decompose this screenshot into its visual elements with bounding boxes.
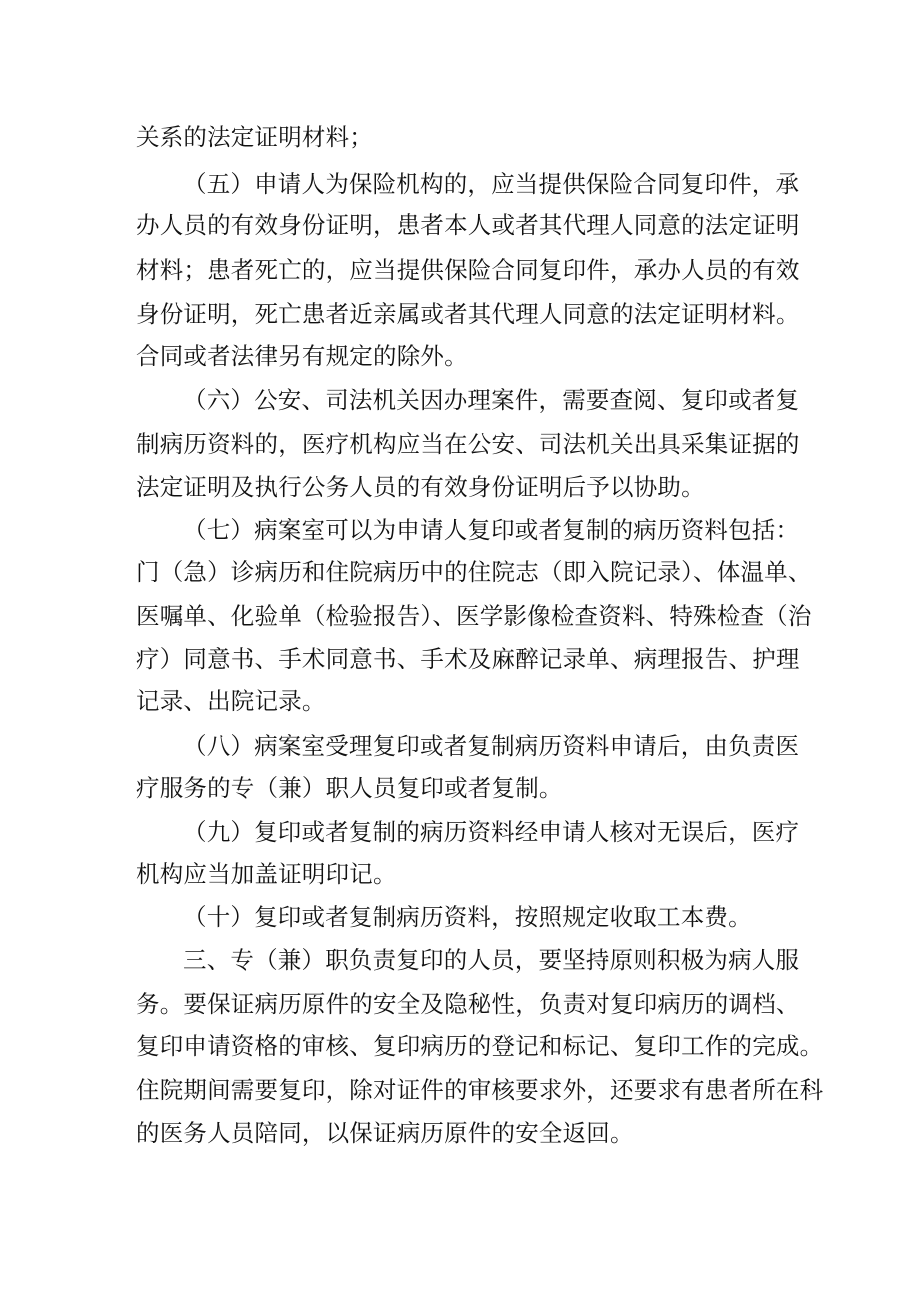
text-line: 的医务人员陪同，以保证病历原件的安全返回。 xyxy=(136,1119,634,1147)
text-line: 法定证明及执行公务人员的有效身份证明后予以协助。 xyxy=(136,473,705,501)
text-line: 合同或者法律另有规定的除外。 xyxy=(136,342,468,370)
text-line: 门（急）诊病历和住院病历中的住院志（即入院记录）、体温单、 xyxy=(136,558,812,586)
text-line: 材料；患者死亡的，应当提供保险合同复印件，承办人员的有效 xyxy=(136,256,800,284)
text-line: 记录、出院记录。 xyxy=(136,687,326,715)
text-line: 身份证明，死亡患者近亲属或者其代理人同意的法定证明材料。 xyxy=(136,300,800,328)
text-line: 办人员的有效身份证明，患者本人或者其代理人同意的法定证明 xyxy=(136,211,800,239)
text-line: （六）公安、司法机关因办理案件，需要查阅、复印或者复 xyxy=(183,386,800,414)
text-line: 三、专（兼）职负责复印的人员，要坚持原则积极为病人服 xyxy=(183,946,800,974)
text-line: （九）复印或者复制的病历资料经申请人核对无误后，医疗 xyxy=(183,818,800,846)
text-line: 关系的法定证明材料； xyxy=(136,123,373,151)
text-line: 机构应当加盖证明印记。 xyxy=(136,860,397,888)
text-line: （八）病案室受理复印或者复制病历资料申请后，由负责医 xyxy=(183,732,800,760)
text-line: 医嘱单、化验单（检验报告）、医学影像检查资料、特殊检查（治 xyxy=(136,602,812,630)
text-line: 疗）同意书、手术同意书、手术及麻醉记录单、病理报告、护理 xyxy=(136,645,800,673)
text-line: 住院期间需要复印，除对证件的审核要求外，还要求有患者所在科 xyxy=(136,1076,824,1104)
text-line: 疗服务的专（兼）职人员复印或者复制。 xyxy=(136,774,563,802)
text-line: 务。要保证病历原件的安全及隐秘性，负责对复印病历的调档、 xyxy=(136,990,800,1018)
text-line: （五）申请人为保险机构的，应当提供保险合同复印件，承 xyxy=(183,170,800,198)
text-line: （七）病案室可以为申请人复印或者复制的病历资料包括： xyxy=(183,516,800,544)
text-line: 复印申请资格的审核、复印病历的登记和标记、复印工作的完成。 xyxy=(136,1032,824,1060)
text-line: （十）复印或者复制病历资料，按照规定收取工本费。 xyxy=(183,903,752,931)
text-line: 制病历资料的，医疗机构应当在公安、司法机关出具采集证据的 xyxy=(136,430,800,458)
